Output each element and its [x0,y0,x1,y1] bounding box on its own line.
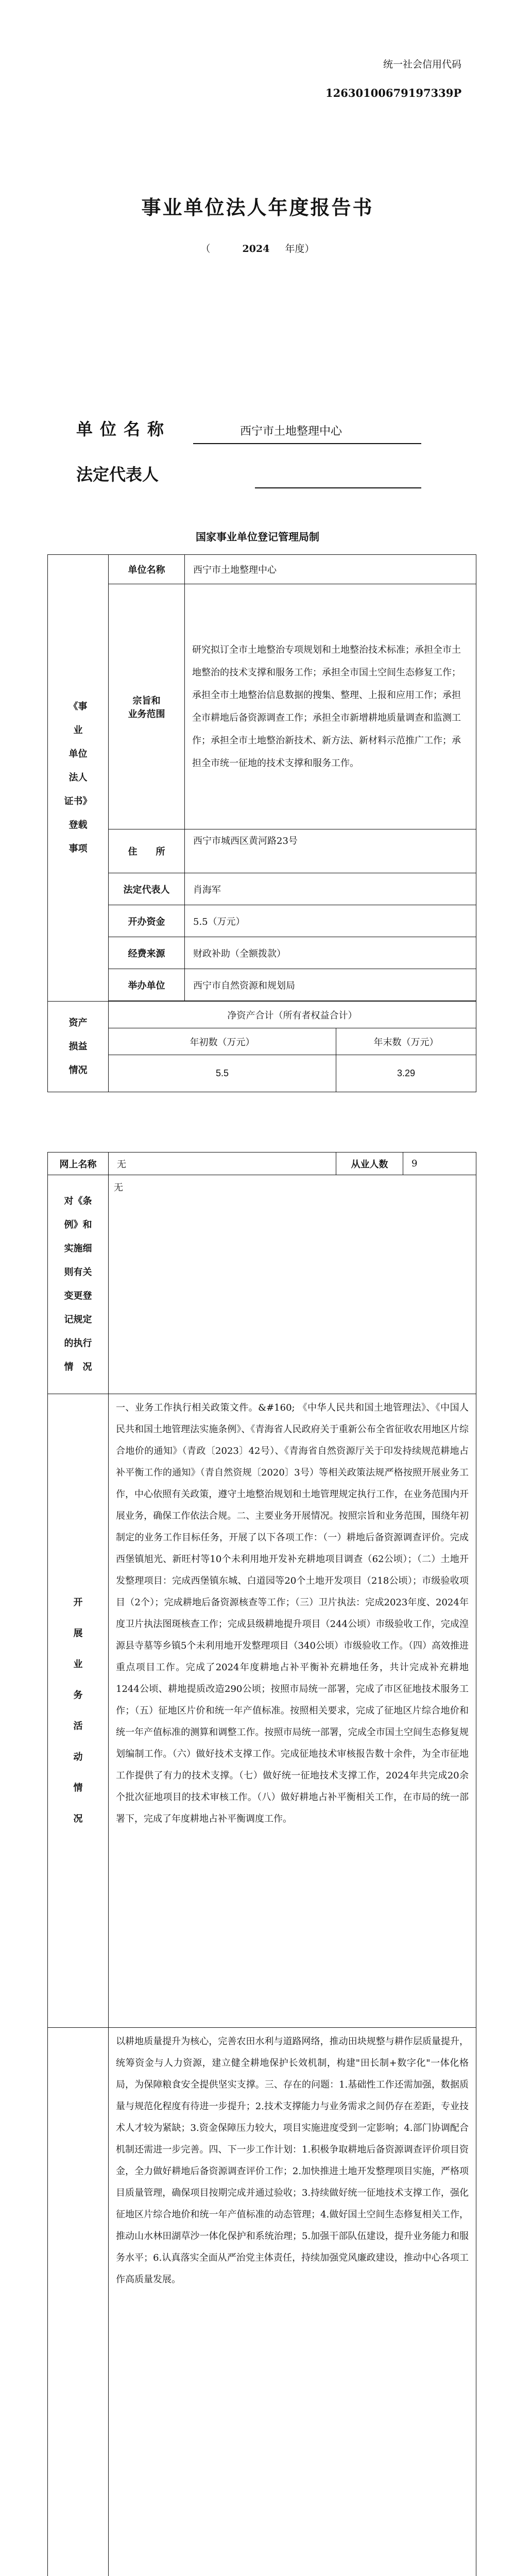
cert-rep-label: 法定代表人 [109,873,185,905]
activities-label-1: 开 展 业 务 活 动 情 况 [48,1394,109,2028]
cert-rep-value: 肖海军 [185,873,476,905]
cert-name-label: 单位名称 [109,555,185,584]
cert-scope-value: 研究拟订全市土地整治专项规划和土地整治技术标准；承担全市土地整治的技术支撑和服务工作；承担全市国土空间生态修复工作；承担全市土地整治信息数据的搜集、整理、上报和应用工作；承担全市耕地后备资源调查工作；承担全市新增耕地质量调查和监测工作；承担全市土地整治新技术、新方法、新材料示范推广工作；承担全市统一征地的技术支撑和服务工作。 [185,584,476,829]
cert-address-label: 住 所 [109,829,185,873]
compliance-value: 无 [109,1175,476,1394]
cover-unit-value: 西宁市土地整理中心 [240,425,342,438]
assets-end-value: 3.29 [336,1055,476,1092]
cover-rep-label: 法定代表人 [76,465,159,484]
cert-address-value: 西宁市城西区黄河路23号 [185,829,476,873]
uscc-value: 12630100679197339P [325,87,462,99]
year-value: 2024 [242,243,270,255]
compliance-label: 对《条 例》和 实施细 则有关 变更登 记规定 的执行 情 况 [48,1175,109,1394]
cert-source-label: 经费来源 [109,937,185,969]
cert-scope-label: 宗旨和 业务范围 [109,584,185,829]
certificate-side-label: 《事 业 单位 法人 证书》 登载 事项 [48,555,109,1002]
cert-fund-value: 5.5（万元） [185,905,476,937]
cert-fund-label: 开办资金 [109,905,185,937]
document-title: 事业单位法人年度报告书 [141,196,374,219]
cover-unit-underline [193,443,421,444]
staff-value: 9 [403,1153,476,1175]
cert-sponsor-value: 西宁市自然资源和规划局 [185,969,476,1001]
year-open-paren: （ [200,243,211,255]
report-table [47,1152,476,2576]
activities-label-2 [48,2028,109,2576]
staff-label: 从业人数 [336,1153,403,1175]
certificate-table [47,554,476,1092]
year-suffix: 年度） [285,243,315,255]
assets-start-label: 年初数（万元） [109,1028,336,1055]
cover-rep-underline [255,487,421,488]
uscc-label: 统一社会信用代码 [383,59,462,70]
assets-start-value: 5.5 [109,1055,336,1092]
cert-source-value: 财政补助（全额拨款） [185,937,476,969]
website-value: 无 [109,1153,336,1175]
assets-end-label: 年末数（万元） [336,1028,476,1055]
report-year [0,241,515,255]
cert-name-value: 西宁市土地整理中心 [185,555,476,584]
assets-header: 净资产合计（所有者权益合计） [109,1002,476,1028]
activities-text-1: 一、业务工作执行相关政策文件。&#160; 《中华人民共和国土地管理法》、《中国人民共和国土地管理法实施条例》、《青海省人民政府关于重新公布全省征收农用地区片综合地价的通知》（青政〔2023〕42号）、《青海省自然资源厅关于印发持续规范耕地占补平衡工作的通知》（青自然资规〔2020〕3号）等相关政策法规严格按照开展业务工作，中心依照有关政策，遵守土地整治规划和土地管理规定执行工作，在业务范围内开展业务，确保工作依法合规。二、主要业务开展情况。按照宗旨和业务范围，围绕年初制定的业务工作目标任务，开展了以下各项工作：（一）耕地后备资源调查评价。完成西堡镇旭光、新旺村等10个未利用地开发补充耕地项目调查（62公顷）；（二）土地开发整理项目：完成西堡镇东城、白道园等20个土地开发项目（218公顷）；市级验收项目（2个）；完成耕地后备资源核查等工作；（三）卫片执法：完成2023年度、2024年度卫片执法图斑核查工作；完成县级耕地提升项目（244公顷）市级验收工作，完成湟源县寺墓等乡镇5个未利用地开发整理项目（340公顷）市级验收工作。（四）高效推进重点项目工作。完成了2024年度耕地占补平衡补充耕地任务，共计完成补充耕地1244公顷、耕地提质改造290公顷；按照市局统一部署，完成了市区征地技术服务工作；（五）征地区片价和统一年产值标准。按照相关要求，完成了征地区片综合地价和统一年产值标准的测算和调整工作。按照市局统一部署，完成全市国土空间生态修复规划编制工作。（六）做好技术支撑工作。完成征地技术审核报告数十余件，为全市征地工作提供了有力的技术支撑。（七）做好统一征地技术支撑工作，2024年共完成20余个批次征地项目的技术审核工作。（八）做好耕地占补平衡相关工作，在市局的统一部署下，完成了年度耕地占补平衡调度工作。 [109,1394,476,2028]
activities-text-2: 以耕地质量提升为核心，完善农田水利与道路网络，推动田块规整与耕作层质量提升，统筹资金与人力资源，建立健全耕地保护长效机制，构建"田长制+数字化"一体化格局，为保障粮食安全提供坚实支撑。三、存在的问题：1.基础性工作还需加强，数据质量与规范化程度有待进一步提升；2.技术支撑能力与业务需求之间仍存在差距，专业技术人才较为紧缺；3.资金保障压力较大，项目实施进度受到一定影响；4.部门协调配合机制还需进一步完善。四、下一步工作计划：1.积极争取耕地后备资源调查评价项目资金，全力做好耕地后备资源调查评价工作；2.加快推进土地开发整理项目实施，严格项目质量管理，确保项目按期完成并通过验收；3.持续做好统一征地技术支撑工作，强化征地区片综合地价和统一年产值标准的动态管理；4.做好国土空间生态修复相关工作，推动山水林田湖草沙一体化保护和系统治理；5.加强干部队伍建设，提升业务能力和服务水平；6.认真落实全面从严治党主体责任，持续加强党风廉政建设，推动中心各项工作高质量发展。 [109,2028,476,2576]
website-label: 网上名称 [48,1153,109,1175]
issuer-line: 国家事业单位登记管理局制 [196,531,319,543]
cert-sponsor-label: 举办单位 [109,969,185,1001]
assets-side-label: 资产 损益 情况 [48,1002,109,1092]
cover-unit-label: 单位名称 [76,419,171,439]
